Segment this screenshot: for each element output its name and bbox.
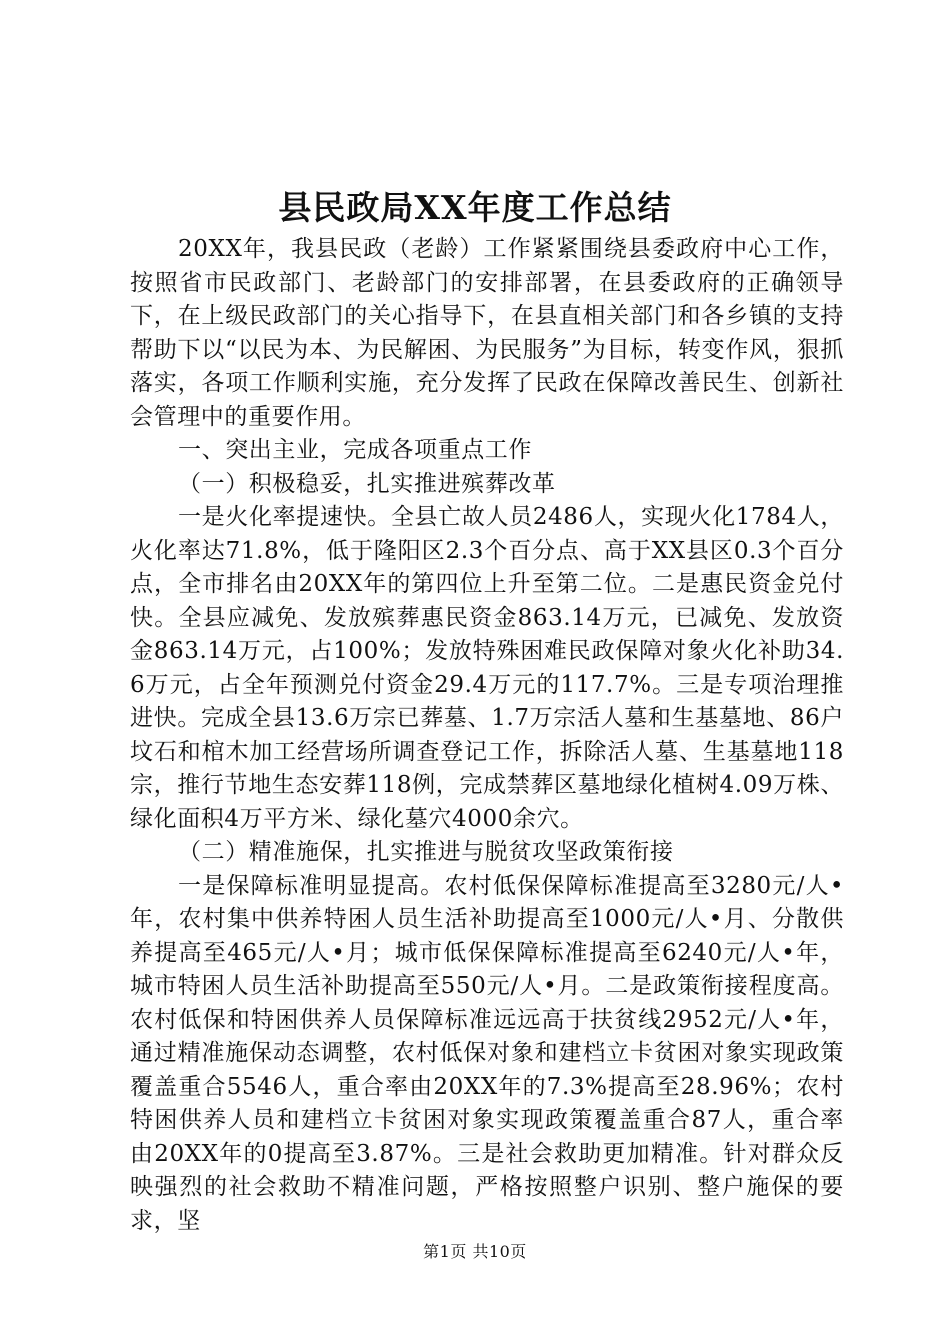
social-security-paragraph: 一是保障标准明显提高。农村低保保障标准提高至3280元/人•年，农村集中供养特困人员生活补助提高至1000元/人•月、分散供养提高至465元/人•月；城市低保保障标准提高至6240元/人•年，城市特困人员生活补助提高至550元/人•月。二是政策衔接程度高。农村低保和特困供养人员保障标准远远高于扶贫线2952元/人•年，通过精准施保动态调整，农村低保对象和建档立卡贫困对象实现政策覆盖重合5546人，重合率由20XX年的7.3%提高至28.96%；农村特困供养人员和建档立卡贫困对象实现政策覆盖重合87人，重合率由20XX年的0提高至3.87%。三是社会救助更加精准。针对群众反映强烈的社会救助不精准问题，严格按照整户识别、整户施保的要求，坚: [130, 872, 844, 1234]
subsection-heading-1: （一）积极稳妥，扎实推进殡葬改革: [178, 470, 556, 497]
subsection-heading-2: （二）精准施保，扎实推进与脱贫攻坚政策衔接: [178, 839, 674, 865]
page-footer: 第1页 共10页: [423, 1242, 527, 1261]
document-title: 县民政局XX年度工作总结: [278, 188, 672, 227]
funeral-reform-paragraph: 一是火化率提速快。全县亡故人员2486人，实现火化1784人，火化率达71.8%，低于隆阳区2.3个百分点、高于XX县区0.3个百分点，全市排名由20XX年的第四位上升至第二位。二是惠民资金兑付快。全县应减免、发放殡葬惠民资金863.14万元，已减免、发放资金863.14万元，占100%；发放特殊困难民政保障对象火化补助34.6万元，占全年预测兑付资金29.4万元的117.7%。三是专项治理推进快。完成全县13.6万宗已葬墓、1.7万宗活人墓和生基墓地、86户坟石和棺木加工经营场所调查登记工作，拆除活人墓、生基墓地118宗，推行节地生态安葬118例，完成禁葬区墓地绿化植树4.09万株、绿化面积4万平方米、绿化墓穴4000余穴。: [130, 504, 844, 832]
section-heading-1: 一、突出主业，完成各项重点工作: [178, 437, 532, 463]
document-body: [130, 233, 844, 1238]
intro-paragraph: 20XX年，我县民政（老龄）工作紧紧围绕县委政府中心工作，按照省市民政部门、老龄部门的安排部署，在县委政府的正确领导下，在上级民政部门的关心指导下，在县直相关部门和各乡镇的支持帮助下以“以民为本、为民解困、为民服务”为目标，转变作风，狠抓落实，各项工作顺利实施，充分发挥了民政在保障改善民生、创新社会管理中的重要作用。: [130, 236, 844, 430]
